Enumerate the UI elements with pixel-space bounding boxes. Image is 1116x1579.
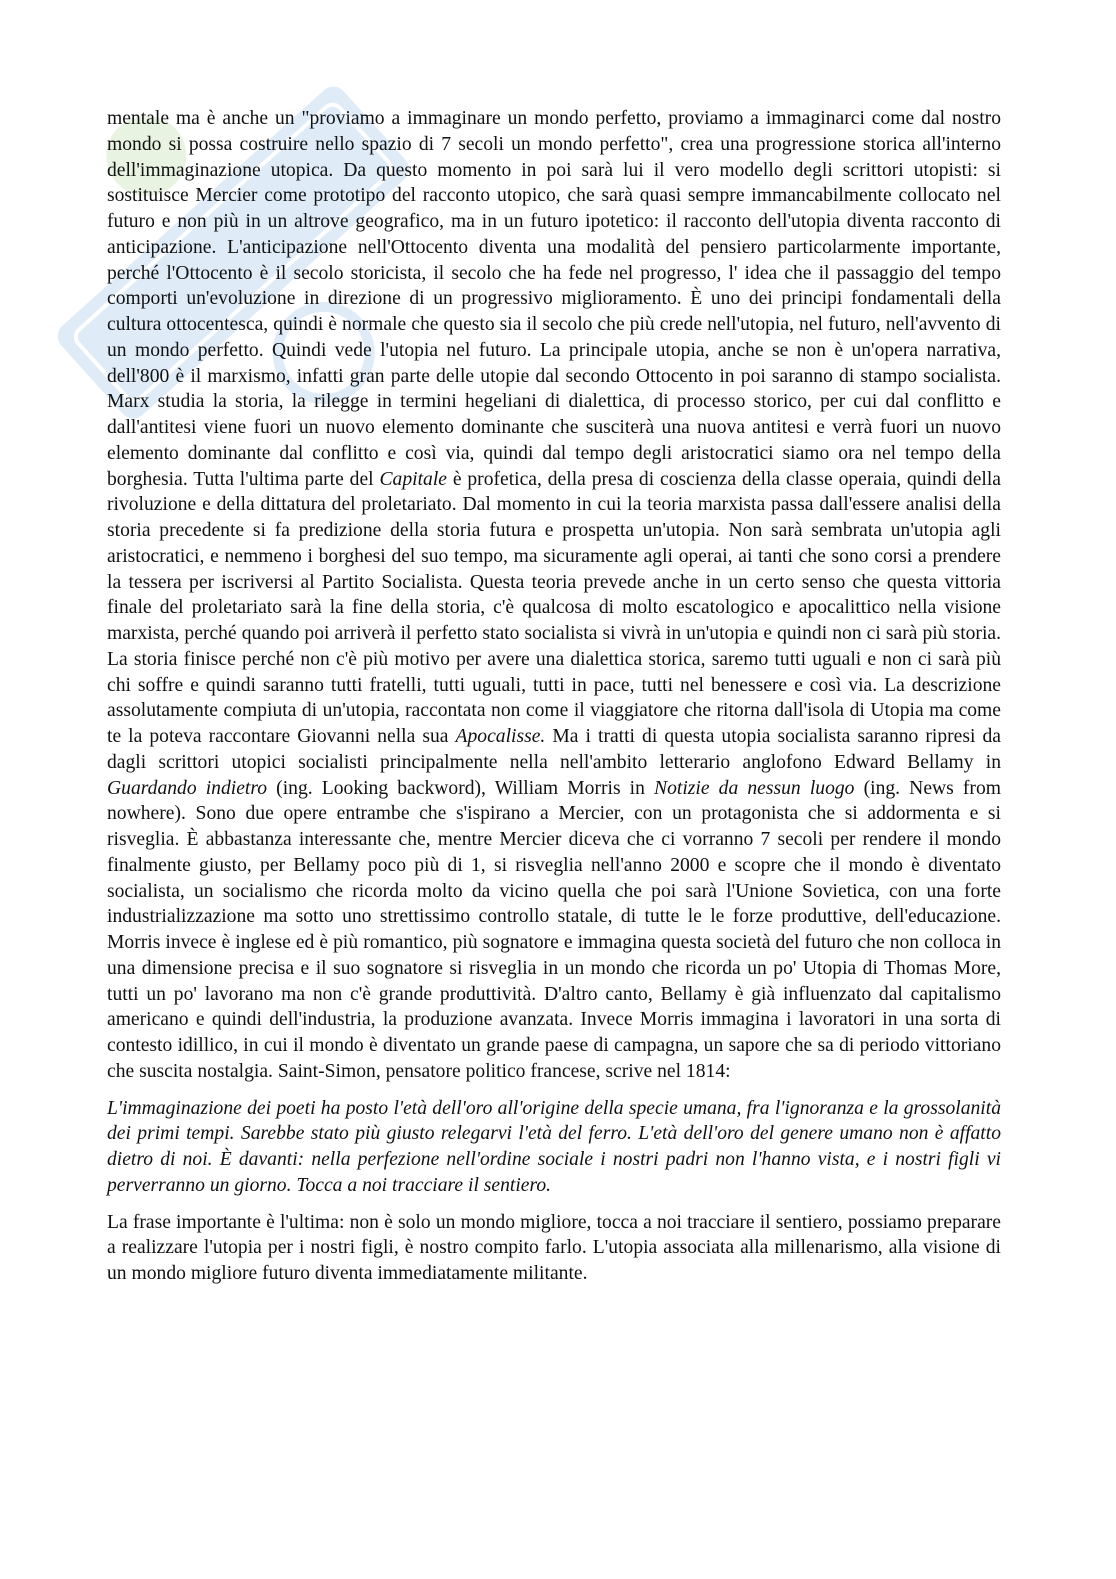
saint-simon-quote: L'immaginazione dei poeti ha posto l'età dell'oro all'origine della specie umana, fra l'ignoranza e la grossolanità dei primi tempi. Sarebbe stato più giusto relegarvi l'età del ferro. L'età dell'oro del genere umano non è affatto dietro di noi. È davanti: nella perfezione nell'ordine sociale i nostri padri non l'hanno vista, e i nostri figli vi perverranno un giorno. Tocca a noi tracciare il sentiero. xyxy=(107,1097,1001,1196)
text-run: Ma i tratti di questa utopia socialista saranno ripresi da dagli scrittori utopici socialisti principalmente nella nell'ambito letterario anglofono Edward Bellamy in xyxy=(107,726,1001,773)
text-run: mentale ma è anche un "proviamo a immaginare un mondo perfetto, proviamo a immaginarci come dal nostro mondo si possa costruire nello spazio di 7 secoli un mondo perfetto", crea una progressione storica all'interno dell'immaginazione utopica. Da questo momento in poi sarà lui il vero modello degli scrittori utopisti: si sostituisce Mercier come prototipo del racconto utopico, che sarà quasi sempre immancabilmente collocato nel futuro e non più in un altrove geografico, ma in un futuro ipotetico: il racconto dell'utopia diventa racconto di anticipazione. L'anticipazione nell'Ottocento diventa una modalità del pensiero particolarmente importante, perché l'Ottocento è il secolo storicista, il secolo che ha fede nel progresso, l' idea che il passaggio del tempo comporti un'evoluzione in direzione di un progressivo miglioramento. È uno dei principi fondamentali della cultura ottocentesca, quindi è normale che questo sia il secolo che più crede nell'utopia, nel futuro, nell'avvento di un mondo perfetto. Quindi vede l'utopia nel futuro. La principale utopia, anche se non è un'opera narrativa, dell'800 è il marxismo, infatti gran parte delle utopie dal secondo Ottocento in poi saranno di stampo socialista. Marx studia la storia, la rilegge in termini hegeliani di dialettica, di processo storico, per cui dal conflitto e dall'antitesi viene fuori un nuovo elemento dominante che susciterà una nuova antitesi e verrà fuori un nuovo elemento dominante dal conflitto e così via, quindi dal tempo degli aristocratici siamo ora nel tempo della borghesia. Tutta l'ultima parte del xyxy=(107,108,1001,490)
closing-paragraph: La frase importante è l'ultima: non è solo un mondo migliore, tocca a noi tracciare il sentiero, possiamo preparare a realizzare l'utopia per i nostri figli, è nostro compito farlo. L'utopia associata alla millenarismo, alla visione di un mondo migliore futuro diventa immediatamente militante. xyxy=(107,1211,1001,1284)
title-notizie-da-nessun-luogo: Notizie da nessun luogo xyxy=(654,777,855,799)
text-run: è profetica, della presa di coscienza della classe operaia, quindi della rivoluzione e della dittatura del proletariato. Dal momento in cui la teoria marxista passa dall'essere analisi della storia precedente si fa predizione della storia futura e prospetta un'utopia. Non sarà sembrata un'utopia agli aristocratici, e nemmeno i borghesi del suo tempo, ma sicuramente agli operai, ai tanti che sono corsi a prendere la tessera per iscriversi al Partito Socialista. Questa teoria prevede anche in un certo senso che questa vittoria finale del proletariato sarà la fine della storia, c'è qualcosa di molto escatologico e apocalittico nella visione marxista, perché quando poi arriverà il perfetto stato socialista si vivrà in un'utopia e quindi non ci sarà più storia. La storia finisce perché non c'è più motivo per avere una dialettica storica, saremo tutti uguali e non ci sarà più chi soffre e quindi saranno tutti fratelli, tutti uguali, tutti in pace, tutti nel benessere e così via. La descrizione assolutamente compiuta di un'utopia, raccontata non come il viaggiatore che ritorna dall'isola di Utopia ma come te la poteva raccontare Giovanni nella sua xyxy=(107,468,1002,747)
text-run: (ing. News from nowhere). Sono due opere entrambe che s'ispirano a Mercier, con un protagonista che si addormenta e si risveglia. È abbastanza interessante che, mentre Mercier diceva che ci vorranno 7 secoli per rendere il mondo finalmente giusto, per Bellamy poco più di 1, si risveglia nell'anno 2000 e scopre che il mondo è diventato socialista, un socialismo che ricorda molto da vicino quella che poi sarà l'Unione Sovietica, con una forte industrializzazione ma sotto uno strettissimo controllo statale, di tutte le le forze produttive, dell'educazione. Morris invece è inglese ed è più romantico, più sognatore e immagina questa società del futuro che non colloca in una dimensione precisa e il suo sognatore si risveglia in un mondo che ricorda un po' Utopia di Thomas More, tutti un po' lavorano ma non c'è grande produttività. D'altro canto, Bellamy è già influenzato dal capitalismo americano e quindi dell'industria, la produzione avanzata. Invece Morris immagina i lavoratori in una sorta di contesto idillico, in cui il mondo è diventato un grande paese di campagna, un sapore che sa di periodo vittoriano che suscita nostalgia. Saint-Simon, pensatore politico francese, scrive nel 1814: xyxy=(107,777,1001,1082)
title-capitale: Capitale xyxy=(379,468,447,490)
title-guardando-indietro: Guardando indietro xyxy=(107,777,268,799)
document-body xyxy=(107,106,1001,1287)
body-paragraph xyxy=(107,106,1001,1085)
text-run: (ing. Looking backword), William Morris in xyxy=(267,777,655,799)
title-apocalisse: Apocalisse. xyxy=(455,726,546,747)
